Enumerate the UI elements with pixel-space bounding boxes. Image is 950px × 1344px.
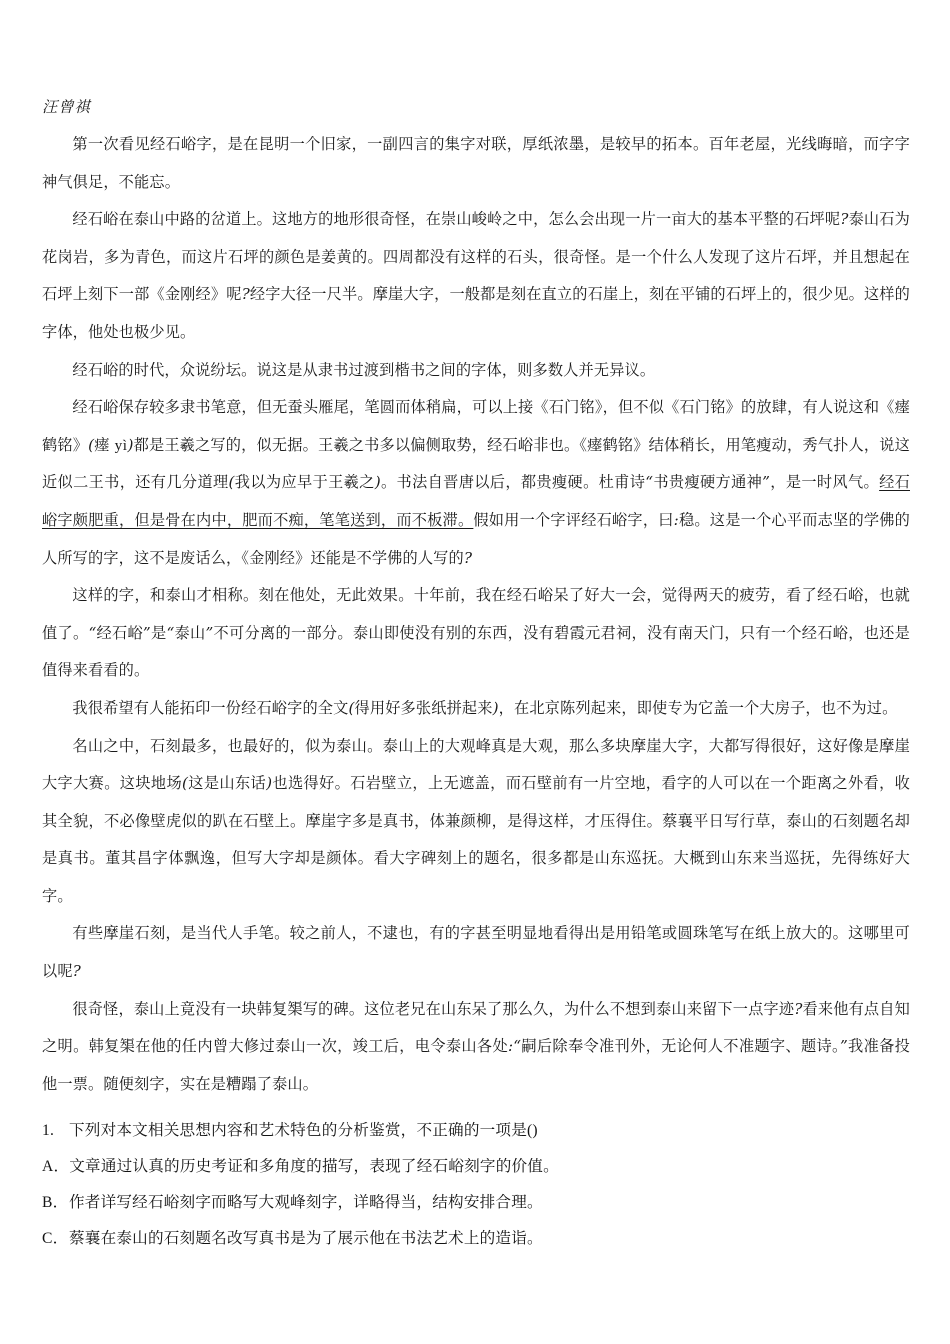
- paragraph-5: 这样的字，和泰山才相称。刻在他处，无此效果。十年前，我在经石峪呆了好大一会，觉得两天的疲劳，看了经石峪，也就值了。“经石峪”是“泰山”不可分离的一部分。泰山即使没有别的东西，没有碧霞元君祠，没有南天门，只有一个经石峪，也还是值得来看看的。: [42, 586, 910, 680]
- paragraph-4-segment-plain-a: 经石峪保存较多隶书笔意，但无蚕头雁尾，笔圆而体稍扁，可以上接《石门铭》，但不似《石门铭》的放肆，有人说这和《瘗鹤铭》(瘗: [42, 398, 910, 454]
- option-a-text: 文章通过认真的历史考证和多角度的描写，表现了经石峪刻字的价值。: [69, 1158, 559, 1176]
- option-b-label: B．: [42, 1194, 69, 1212]
- paragraph-2: 经石峪在泰山中路的岔道上。这地方的地形很奇怪，在崇山峻岭之中，怎么会出现一片一亩大的基本平整的石坪呢?泰山石为花岗岩，多为青色，而这片石坪的颜色是姜黄的。四周都没有这样的石头，很奇怪。是一个什么人发现了这片石坪，并且想起在石坪上刻下一部《金刚经》呢?经字大径一尺半。摩崖大字，一般都是刻在直立的石崖上，刻在平铺的石坪上的，很少见。这样的字体，他处也极少见。: [42, 210, 910, 341]
- question-1-option-b[interactable]: [42, 1185, 910, 1221]
- paragraph-7: 名山之中，石刻最多，也最好的，似为泰山。泰山上的大观峰真是大观，那么多块摩崖大字，大都写得很好，这好像是摩崖大字大赛。这块地场(这是山东话)也选得好。石岩壁立，上无遮盖，而石壁前有一片空地，看字的人可以在一个距离之外看，收其全貌，不必像壁虎似的趴在石壁上。摩崖字多是真书，体兼颜柳，是得这样，才压得住。蔡襄平日写行草，泰山的石刻题名却是真书。董其昌字体飘逸，但写大字却是颜体。看大字碑刻上的题名，很多都是山东巡抚。大概到山东来当巡抚，先得练好大字。: [42, 736, 910, 905]
- question-1-option-c[interactable]: [42, 1221, 910, 1257]
- paragraph-4-segment-plain-b: )都是王羲之写的，似无据。王羲之书多以偏侧取势，经石峪非也。《瘗鹤铭》结体稍长，用笔瘦动，秀气扑人，说这近似二王书，还有几分道理(我以为应早于王羲之)。书法自晋唐以后，都贵瘦硬。杜甫诗“书贵瘦硬方通神”，是一时风气。: [42, 435, 910, 492]
- paragraph-1: 第一次看见经石峪字，是在昆明一个旧家，一副四言的集字对联，厚纸浓墨，是较早的拓本。百年老屋，光线晦暗，而字字神气俱足，不能忘。: [42, 135, 910, 191]
- author-byline: 汪曾祺: [42, 98, 91, 116]
- option-a-label: A．: [42, 1158, 70, 1176]
- question-1-text: 下列对本文相关思想内容和艺术特色的分析鉴赏，不正确的一项是(): [69, 1122, 538, 1140]
- option-c-text: 蔡襄在泰山的石刻题名改写真书是为了展示他在书法艺术上的造诣。: [69, 1230, 543, 1248]
- underlined-passage: 经石峪字颇肥重，但是骨在内中，肥而不痴，笔笔送到，而不板滞。: [42, 473, 910, 529]
- option-b-text: 作者详写经石峪刻字而略写大观峰刻字，详略得当，结构安排合理。: [69, 1194, 543, 1212]
- question-1-stem: [42, 1113, 910, 1149]
- question-block: [42, 1113, 910, 1257]
- paragraph-8: 有些摩崖石刻，是当代人手笔。较之前人，不逮也，有的字甚至明显地看得出是用铅笔或圆珠笔写在纸上放大的。这哪里可以呢?: [42, 924, 910, 981]
- option-c-label: C．: [42, 1230, 69, 1248]
- question-1-number: 1.: [42, 1122, 55, 1140]
- paragraph-9: 很奇怪，泰山上竟没有一块韩复榘写的碑。这位老兄在山东呆了那么久，为什么不想到泰山来留下一点字迹?看来他有点自知之明。韩复榘在他的任内曾大修过泰山一次，竣工后，电令泰山各处:“嗣后除奉令准刊外，无论何人不准题字、题诗。”我准备投他一票。随便刻字，实在是糟蹋了泰山。: [42, 999, 910, 1093]
- pinyin-annotation: yì: [114, 436, 128, 454]
- paragraph-4-segment-plain-c: 假如用一个字评经石峪字，曰:稳。这是一个心平而志坚的学佛的人所写的字，这不是废话么，《金刚经》还能是不学佛的人写的?: [42, 510, 911, 567]
- paragraph-4: [42, 389, 910, 577]
- question-1-option-a[interactable]: [42, 1149, 910, 1185]
- paragraph-3: 经石峪的时代，众说纷坛。说这是从隶书过渡到楷书之间的字体，则多数人并无异议。: [72, 360, 656, 379]
- paragraph-6: 我很希望有人能拓印一份经石峪字的全文(得用好多张纸拼起来)，在北京陈列起来，即使专为它盖一个大房子，也不为过。: [72, 698, 898, 717]
